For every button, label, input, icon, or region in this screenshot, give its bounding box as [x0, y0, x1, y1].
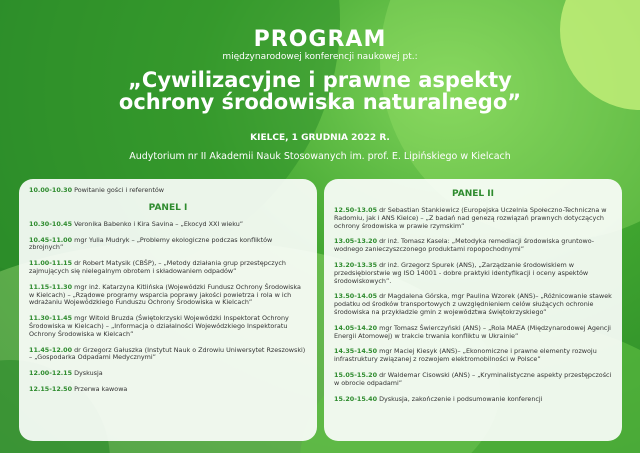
entry-text: Przerwa kawowa	[74, 384, 128, 393]
entry-text: Veronika Babenko i Kira Savina – „Ekocyd XXI wieku”	[74, 219, 244, 228]
program-entry	[334, 396, 612, 404]
entry-time: 10.30-10.45	[29, 219, 73, 228]
program-entry	[29, 187, 307, 195]
program-entry	[29, 221, 307, 229]
subtitle: międzynarodowej konferencji naukowej pt.:	[222, 52, 418, 62]
program-entry	[29, 260, 307, 276]
entry-time: 14.35-14.50	[334, 347, 378, 356]
entry-text: dr inż. Grzegorz Spurek (ANS), „Zarządzanie środowiskiem w przedsiębiorstwie wg ISO 14001 - dobre praktyki identyfikacji i oceny aspektów środowiskowych”.	[334, 260, 589, 285]
entry-text: mgr Yulia Mudryk – „Problemy ekologiczne podczas konfliktów zbrojnych”	[29, 235, 273, 252]
program-entry	[29, 284, 307, 307]
entry-time: 12.50-13.05	[334, 206, 378, 214]
entry-time: 15.20-15.40	[334, 394, 378, 403]
entry-time: 11.00-11.15	[29, 259, 73, 268]
page-title: PROGRAM	[253, 27, 387, 52]
conference-venue: Audytorium nr II Akademii Nauk Stosowanych im. prof. E. Lipińskiego w Kielcach	[129, 151, 511, 162]
conference-date: KIELCE, 1 GRUDNIA 2022 R.	[250, 133, 390, 143]
entry-time: 13.20-13.35	[334, 260, 378, 269]
entry-text: dr Sebastian Stankiewicz (Europejska Uczelnia Społeczno-Techniczna w Radomiu, jak i ANS Kielce) – „Z badań nad genezą rozwiązań prawnych dotyczących ochrony środowiska w prawie rzymskim”	[334, 206, 607, 230]
left-panel	[19, 179, 317, 441]
entry-text: dr Waldemar Cisowski (ANS) – „Kryminalistyczne aspekty przestępczości w obrocie odpadami”	[334, 370, 612, 387]
program-entry	[334, 207, 612, 230]
entry-text: dr Robert Matysik (CBŚP), – „Metody działania grup przestępczych zajmujących się nielegalnym obrotem i składowaniem odpadów”	[29, 259, 286, 275]
entry-text: Powitanie gości i referentów	[74, 186, 164, 194]
program-entry	[334, 325, 612, 341]
conference-title-line1: „Cywilizacyjne i prawne aspekty	[128, 68, 512, 92]
entry-time: 11.45-12.00	[29, 345, 73, 354]
program-entry	[334, 262, 612, 285]
entry-text: mgr inż. Katarzyna Kitlińska (Wojewódzki Fundusz Ochrony Środowiska w Kielcach) – „Rządowe programy wsparcia poprawy jakości powietrza i rola w ich wdrażaniu Wojewódzkiego Funduszu Ochrony Środowiska w Kielcach”	[29, 282, 301, 307]
entry-time: 10.00-10.30	[29, 186, 73, 194]
entry-text: dr Magdalena Górska, mgr Paulina Wzorek (ANS)– „Różnicowanie stawek podatku od środków transportowych z uwzględnieniem celów służących ochronie środowiska na przykładzie gmin z województwa świętokrzyskiego”	[334, 292, 612, 316]
entry-text: mgr Witold Bruzda (Świętokrzyski Wojewódzki Inspektorat Ochrony Środowiska w Kielcach) – „Informacja o działalności Wojewódzkiego Inspektoratu Ochrony Środowiska w Kielcach”	[29, 314, 289, 338]
entry-time: 11.30-11.45	[29, 314, 73, 323]
program-entry	[29, 315, 307, 338]
entry-text: mgr Maciej Kiesyk (ANS)– „Ekonomiczne i prawne elementy rozwoju infrastruktury związanej z rozwojem elektromobilności w Polsce”	[334, 347, 597, 364]
entry-time: 14.05-14.20	[334, 323, 378, 332]
entry-time: 10.45-11.00	[29, 235, 73, 244]
panel-title: PANEL II	[452, 189, 494, 199]
program-entry	[334, 238, 612, 254]
entry-time: 13.50-14.05	[334, 292, 378, 301]
entry-time: 13.05-13.20	[334, 237, 378, 246]
entry-text: Dyskusja, zakończenie i podsumowanie konferencji	[379, 394, 543, 403]
program-entry	[334, 372, 612, 388]
conference-title-line2: ochrony środowiska naturalnego”	[118, 90, 522, 114]
program-entry	[29, 347, 307, 363]
header	[0, 28, 640, 162]
panel-title: PANEL I	[148, 202, 188, 213]
entry-time: 15.05-15.20	[334, 370, 378, 379]
program-entry	[29, 237, 307, 253]
entry-time: 12.00-12.15	[29, 369, 73, 378]
entry-time: 12.15-12.50	[29, 384, 73, 393]
entry-text: Dyskusja	[74, 369, 103, 378]
program-entry	[29, 370, 307, 378]
conference-title	[0, 69, 640, 113]
entry-text: dr inż. Tomasz Kasela: „Metodyka remediacji środowiska gruntowo-wodnego zanieczyszczonego produktami ropopochodnymi”	[334, 237, 595, 254]
program-entry	[29, 386, 307, 394]
right-panel	[324, 179, 622, 441]
entry-text: dr Grzegorz Gałuszka (Instytut Nauk o Zdrowiu Uniwersytet Rzeszowski) – „Gospodarka Odpadami Medycznymi”	[29, 345, 306, 362]
program-entry	[334, 293, 612, 316]
entry-time: 11.15-11.30	[29, 282, 73, 291]
entry-text: mgr Tomasz Świerczyński (ANS) – „Rola MAEA (Międzynarodowej Agencji Energii Atomowej) w trakcie trwania konfliktu w Ukrainie”	[334, 323, 611, 340]
program-entry	[334, 348, 612, 364]
